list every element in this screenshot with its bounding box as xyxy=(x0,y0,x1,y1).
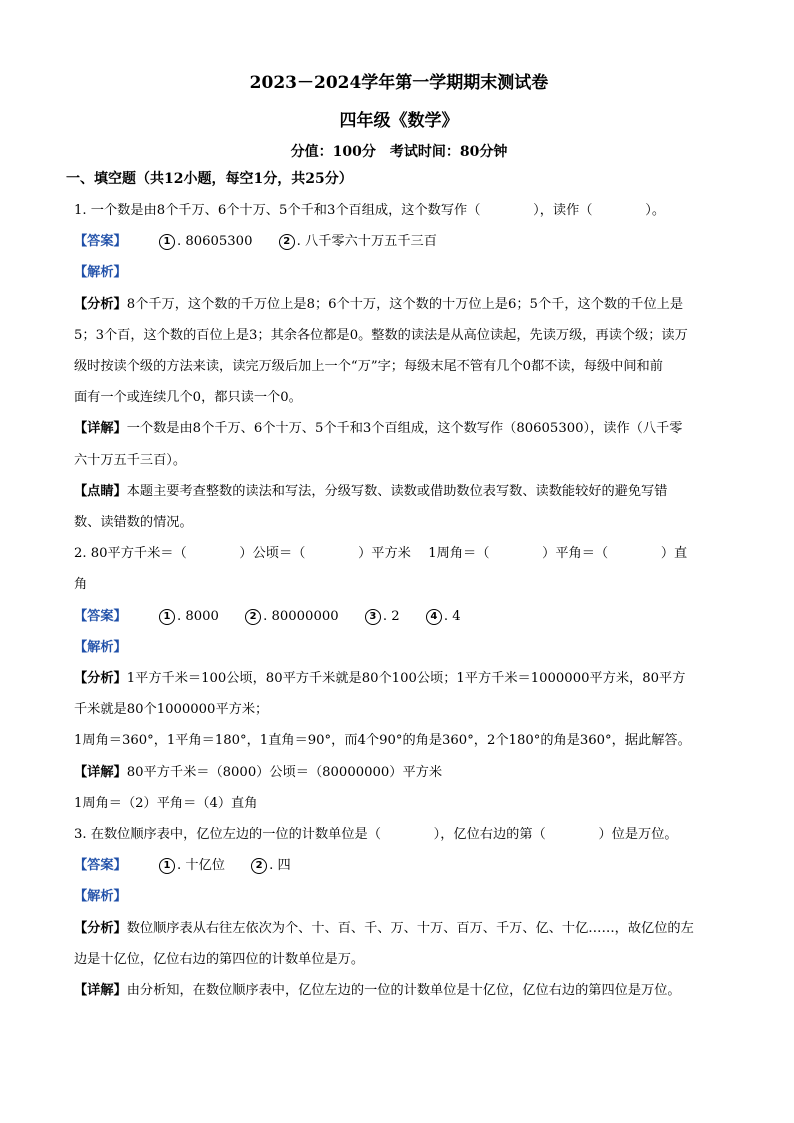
answer-row-3 xyxy=(74,850,724,881)
answer-text: . 十亿位 xyxy=(176,858,225,874)
analysis-line xyxy=(74,663,724,694)
answer-list xyxy=(159,601,483,632)
circle-number-icon: 2 xyxy=(251,858,267,874)
analysis-line xyxy=(74,913,724,944)
analysis-line: 5；3个百，这个数的百位上是3；其余各位都是0。整数的读法是从高位读起，先读万级，再读个级；读万 xyxy=(74,327,688,343)
analysis-line: 面有一个或连续几个0，都只读一个0。 xyxy=(74,390,302,406)
answer-item xyxy=(159,858,225,873)
detail-line xyxy=(74,413,724,444)
answer-tag: 【答案】 xyxy=(74,858,127,874)
answer-tag: 【答案】 xyxy=(74,608,127,624)
analysis-text: 1平方千米＝100公顷，80平方千米就是80个100公顷；1平方千米＝1000000平方米，80平方 xyxy=(126,671,686,687)
analysis-line: 1周角＝360°，1平角＝180°，1直角＝90°，而4个90°的角是360°，2个180°的角是360°，据此解答。 xyxy=(74,733,691,749)
answer-list xyxy=(159,850,313,881)
detail-text: 80平方千米＝（8000）公顷＝（80000000）平方米 xyxy=(126,764,443,780)
detail-line xyxy=(74,757,724,788)
exam-meta: 分值：100分 考试时间：80分钟 xyxy=(290,144,508,160)
detail-label: 【详解】 xyxy=(74,983,127,999)
question-3: 3. 在数位顺序表中，亿位左边的一位的计数单位是（ ），亿位右边的第（ ）位是万位。 xyxy=(74,827,678,843)
analysis-tag: 【解析】 xyxy=(74,265,127,281)
analysis-line xyxy=(74,289,724,320)
answer-list xyxy=(159,226,459,257)
detail-line xyxy=(74,975,724,1006)
analysis-line: 边是十亿位，亿位右边的第四位的计数单位是万。 xyxy=(74,951,365,967)
detail-text: 一个数是由8个千万、6个十万、5个千和3个百组成，这个数写作（80605300），读作（八千零 xyxy=(126,421,683,437)
circle-number-icon: 2 xyxy=(279,234,295,250)
detail-label: 【详解】 xyxy=(74,421,127,437)
answer-item xyxy=(159,609,219,624)
comment-label: 【点睛】 xyxy=(74,483,127,499)
analysis-text: 8个千万，这个数的千万位上是8；6个十万，这个数的十万位上是6；5个千，这个数的千位上是 xyxy=(126,296,684,312)
circle-number-icon: 1 xyxy=(159,858,175,874)
question-1: 1. 一个数是由8个千万、6个十万、5个千和3个百组成，这个数写作（ ），读作（ ）。 xyxy=(74,203,666,218)
page-subtitle: 四年级《数学》 xyxy=(339,111,459,131)
answer-item xyxy=(279,234,437,249)
circle-number-icon: 2 xyxy=(245,609,261,625)
answer-text: . 四 xyxy=(269,858,291,874)
comment-text: 本题主要考查整数的读法和写法，分级写数、读数或借助数位表写数、读数能较好的避免写错 xyxy=(126,483,668,499)
answer-text: . 8000 xyxy=(176,608,219,624)
analysis-head-1 xyxy=(74,257,724,288)
answer-row-1 xyxy=(74,226,724,257)
detail-label: 【详解】 xyxy=(74,764,127,780)
circle-number-icon: 1 xyxy=(159,234,175,250)
detail-text: 由分析知，在数位顺序表中，亿位左边的一位的计数单位是十亿位，亿位右边的第四位是万位。 xyxy=(126,983,681,999)
answer-text: . 80000000 xyxy=(263,608,339,624)
answer-tag: 【答案】 xyxy=(74,234,127,250)
answer-item xyxy=(245,609,339,624)
answer-item xyxy=(159,234,253,249)
analysis-tag: 【解析】 xyxy=(74,889,127,905)
analysis-tag: 【解析】 xyxy=(74,639,127,655)
analysis-head-2 xyxy=(74,632,724,663)
answer-text: . 八千零六十万五千三百 xyxy=(296,234,437,250)
section-heading: 一、填空题（共12小题，每空1分，共25分） xyxy=(66,171,353,187)
circle-number-icon: 4 xyxy=(426,609,442,625)
answer-item xyxy=(251,858,291,873)
analysis-text: 数位顺序表从右往左依次为个、十、百、千、万、十万、百万、千万、亿、十亿……，故亿位的左 xyxy=(126,920,694,936)
question-2-cont: 角 xyxy=(74,577,88,593)
answer-item xyxy=(365,609,400,624)
exam-page xyxy=(66,68,724,1006)
analysis-head-3 xyxy=(74,881,724,912)
answer-text: . 2 xyxy=(382,608,400,624)
answer-row-2 xyxy=(74,601,724,632)
detail-line: 六十万五千三百）。 xyxy=(74,452,187,468)
detail-line: 1周角＝（2）平角＝（4）直角 xyxy=(74,795,258,811)
answer-item xyxy=(426,609,461,624)
analysis-line: 级时按读个级的方法来读，读完万级后加上一个“万”字；每级末尾不管有几个0都不读，每级中间和前 xyxy=(74,359,663,375)
analysis-line: 千米就是80个1000000平方米； xyxy=(74,702,269,718)
answer-text: . 80605300 xyxy=(176,234,253,250)
circle-number-icon: 1 xyxy=(159,609,175,625)
comment-line xyxy=(74,476,724,507)
answer-text: . 4 xyxy=(443,608,461,624)
comment-line: 数、读错数的情况。 xyxy=(74,515,193,531)
question-2: 2. 80平方千米＝（ ）公顷＝（ ）平方米 1周角＝（ ）平角＝（ ）直 xyxy=(74,546,688,562)
circle-number-icon: 3 xyxy=(365,609,381,625)
analysis-label: 【分析】 xyxy=(74,296,127,312)
analysis-label: 【分析】 xyxy=(74,671,127,687)
analysis-label: 【分析】 xyxy=(74,920,127,936)
page-title: 2023－2024学年第一学期期末测试卷 xyxy=(249,73,549,93)
